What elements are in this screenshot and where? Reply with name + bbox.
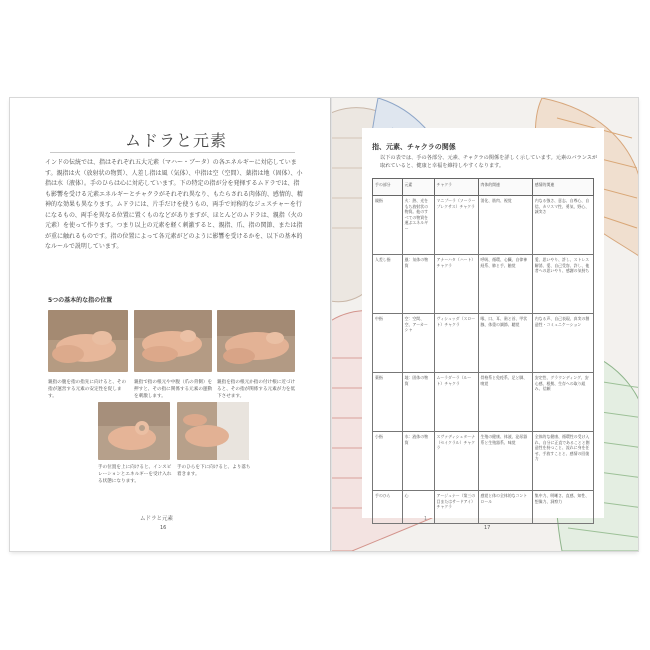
caption-2: 親指で指の根元や中腹（爪の背側）を押すと、その指に関係する元素の運動を刺激します。: [134, 380, 213, 399]
table-row: [373, 255, 594, 314]
cell-element: 地：固体の物質: [402, 373, 434, 432]
cell-hand-part: 手のひら: [373, 491, 403, 524]
caption-4: 手の位置を上に向けると、インスピレーションとエネルギーを受け入れる状態になります。: [98, 465, 172, 484]
page-number-right: 17: [484, 525, 491, 531]
table-row: [373, 373, 594, 432]
page-title: ムドラと元素: [125, 131, 228, 150]
cell-chakra: ヴィシュッダ（スロート）チャクラ: [434, 314, 478, 373]
section-heading: 5つの基本的な指の位置: [48, 297, 113, 304]
caption-3: 親指を指の根元か指の付け根に近づけると、その指が関係する元素が力を低下させます。: [217, 380, 296, 399]
cell-element: 心: [402, 491, 434, 524]
cell-emotional: 集中力、明晰さ、直感、知性、想像力、洞察力: [532, 491, 593, 524]
intro-paragraph: インドの伝統では、指はそれぞれ五大元素（マハー・ブータ）の各エネルギーに対応しています。親指は火（放射状の物質）、人差し指は風（気体）、中指は空（空間）、薬指は地（固体）、小指は水（液体）。手のひらは心に対応しています。下の特定の指が分を発揮するムドラでは、指も影響を受ける元素エネルギーとチャクラがそれぞれ異なり、もたらされる肉体的、感情的、精神的な効果も異なります。ムドラには、片手だけを使うもの、両手で対称的なジェスチャーを行になるもの、両手を異なる位置に置くものなどがありますが、ほとんどのムドラは、親指（火の元素）を使って作ります。つまり以上の元素を軽く刺激すると、親指、爪、指の関節、または指が重に触れるものです。指の位置によって各元素がどのように影響を受けるかを、以下の基本的なルールで説明しています。: [45, 159, 303, 250]
hand-photo-1: [48, 310, 128, 372]
header-chakra: チャクラ: [434, 179, 478, 196]
cell-element: 空：空間、空、アーカーシャ: [402, 314, 434, 373]
cell-chakra: アージュナー（第三の目またはサードアイ）チャクラ: [434, 491, 478, 524]
cell-physical: 骨格系と免疫系、足と脚、嗅覚: [478, 373, 532, 432]
header-emotional: 感情的関連: [532, 179, 593, 196]
cell-hand-part: 親指: [373, 196, 403, 255]
cell-physical: 喉、口、耳、歯と首、甲状腺、体重の調節、聴覚: [478, 314, 532, 373]
table-row: [373, 432, 594, 491]
book-spread: [10, 98, 638, 551]
caption-1: 親指の腹を指の指先に向けると、その指が運営する元素の安定性を促します。: [48, 380, 127, 399]
title-divider: [50, 152, 295, 153]
card-intro: 以下の表では、手の各部分、元素、チャクラの関係を詳しく示しています。元素のバランスが取れていると、健康と幸福を維持しやすくなります。: [380, 155, 598, 169]
cell-physical: 感覚と体の全体的なコントロール: [478, 491, 532, 524]
relationship-table: [372, 178, 594, 524]
cell-chakra: アナーハタ（ハート）チャクラ: [434, 255, 478, 314]
cell-hand-part: 中指: [373, 314, 403, 373]
cell-hand-part: 薬指: [373, 373, 403, 432]
left-page: [10, 98, 330, 551]
table-row: [373, 491, 594, 524]
cell-element: 風：気体の物質: [402, 255, 434, 314]
table-row: [373, 314, 594, 373]
info-card: [362, 128, 604, 518]
cell-emotional: 愛、思いやり、許し、ストレス解消、愛、自己受容、許し、他者への思いやり、感謝の気持ち: [532, 255, 593, 314]
header-physical: 肉体的関連: [478, 179, 532, 196]
cell-emotional: 安定性、グラウンディング、安心感、根拠、生存への取り組み、信頼: [532, 373, 593, 432]
cell-physical: 呼吸、循環、心臓、自律神経系、肺と手、触覚: [478, 255, 532, 314]
margin-mark: 1: [424, 516, 428, 522]
hand-photo-4: [98, 402, 170, 460]
right-page: [332, 98, 638, 551]
hand-photo-5: [177, 402, 249, 460]
cell-element: 火：熱、光をもち放射状の物質。他のすべての物質を運ぶエネルギー: [402, 196, 434, 255]
header-element: 元素: [402, 179, 434, 196]
cell-chakra: マニプーラ（ソーラープレクサス）チャクラ: [434, 196, 478, 255]
cell-physical: 生殖の健康、体液、泌尿器系と生殖器系、味覚: [478, 432, 532, 491]
cell-hand-part: 人差し指: [373, 255, 403, 314]
cell-chakra: ムーラダーラ（ルート）チャクラ: [434, 373, 478, 432]
caption-5: 手のひらを下に向けると、より落ち着きます。: [177, 465, 251, 477]
cell-chakra: スヴァディシュターナ（セイクラル）チャクラ: [434, 432, 478, 491]
header-hand-part: 手の部分: [373, 179, 403, 196]
card-title: 指、元素、チャクラの関係: [372, 143, 456, 151]
cell-element: 水：液体の物質: [402, 432, 434, 491]
hand-photo-3: [217, 310, 295, 372]
page-number-left: 16: [160, 525, 167, 531]
table-header-row: [373, 179, 594, 196]
cell-emotional: 全体的な健康、循環性の受け入れ、自分に正直であることと創造性を持つこと、流れに身を任せ、手放すことと、感情の回復力: [532, 432, 593, 491]
footer-section-title: ムドラと元素: [140, 516, 174, 522]
table-row: [373, 196, 594, 255]
hand-photo-2: [134, 310, 212, 372]
cell-hand-part: 小指: [373, 432, 403, 491]
cell-emotional: 内なる声、自己表現、真実の創造性・コミュニケーション: [532, 314, 593, 373]
cell-physical: 消化、筋肉、視覚: [478, 196, 532, 255]
cell-emotional: 内なる強さ、意志、自尊心、自信、カリスマ性、勇気、野心、誠実さ: [532, 196, 593, 255]
